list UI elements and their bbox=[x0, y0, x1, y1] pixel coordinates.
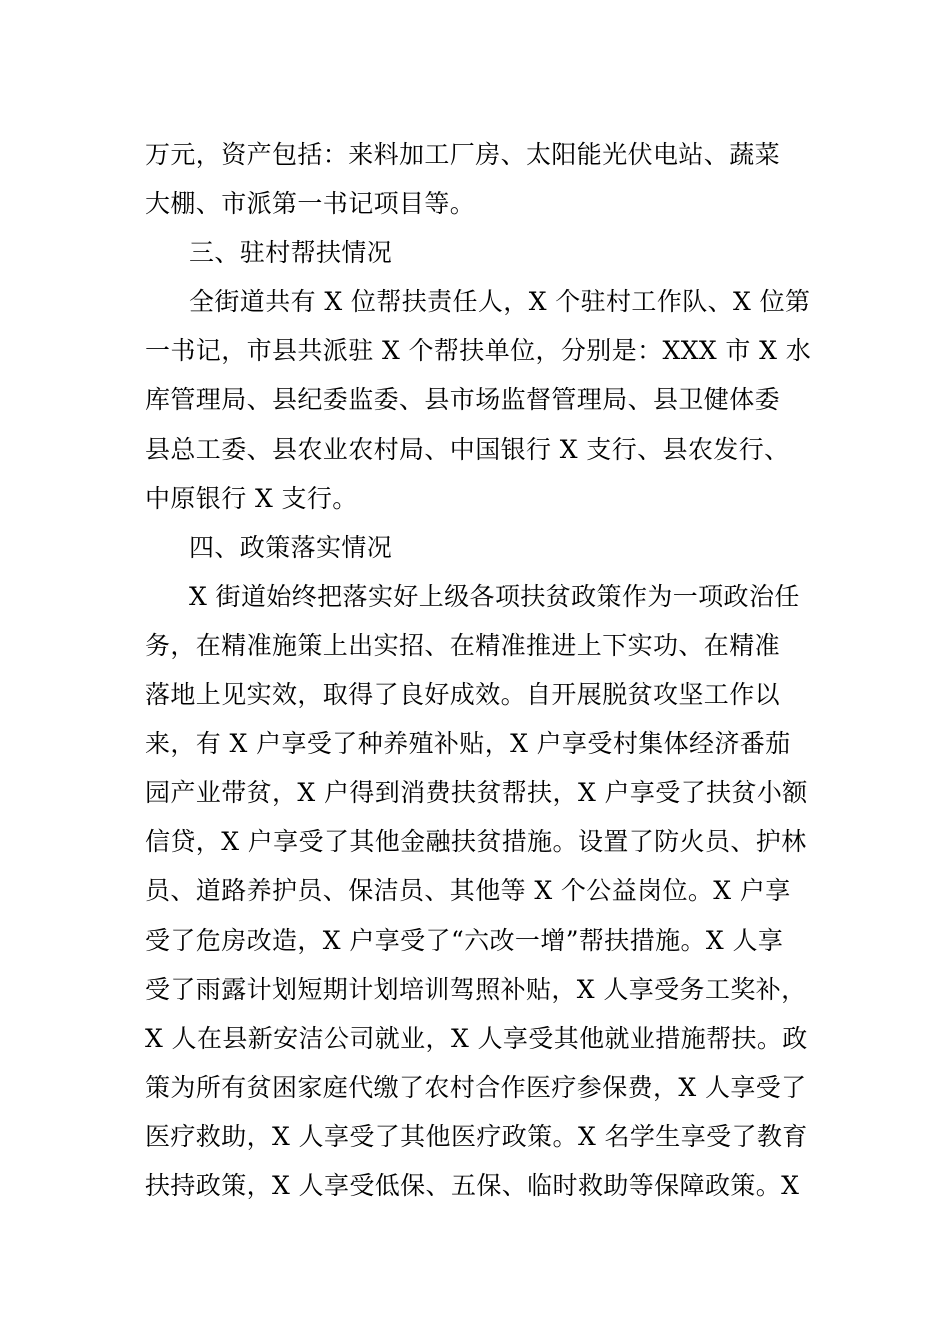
section-heading-4: 四、政策落实情况 bbox=[189, 532, 393, 562]
text-line: 一书记，市县共派驻 X 个帮扶单位，分别是：XXX 市 X 水 bbox=[145, 336, 812, 366]
text-line: 中原银行 X 支行。 bbox=[145, 483, 358, 513]
text-line: 策为所有贫困家庭代缴了农村合作医疗参保费，X 人享受了 bbox=[145, 1072, 807, 1102]
text-line: X 街道始终把落实好上级各项扶贫政策作为一项政治任 bbox=[189, 581, 800, 611]
text-line: 大棚、市派第一书记项目等。 bbox=[145, 189, 476, 219]
section-heading-3: 三、驻村帮扶情况 bbox=[189, 238, 393, 268]
text-line: 县总工委、县农业农村局、中国银行 X 支行、县农发行、 bbox=[145, 434, 790, 464]
text-line: 员、道路养护员、保洁员、其他等 X 个公益岗位。X 户享 bbox=[145, 876, 791, 906]
text-line: 扶持政策，X 人享受低保、五保、临时救助等保障政策。X bbox=[145, 1170, 800, 1200]
document-body bbox=[145, 130, 810, 1210]
text-line: 全街道共有 X 位帮扶责任人，X 个驻村工作队、X 位第 bbox=[189, 287, 811, 317]
text-line: 医疗救助，X 人享受了其他医疗政策。X 名学生享受了教育 bbox=[145, 1121, 808, 1151]
text-line: 受了雨露计划短期计划培训驾照补贴，X 人享受务工奖补， bbox=[145, 974, 807, 1004]
text-line: 库管理局、县纪委监委、县市场监督管理局、县卫健体委 bbox=[145, 385, 781, 415]
text-line: 受了危房改造，X 户享受了“六改一增”帮扶措施。X 人享 bbox=[145, 925, 784, 955]
text-line: 园产业带贫，X 户得到消费扶贫帮扶，X 户享受了扶贫小额 bbox=[145, 778, 808, 808]
text-line: 务，在精准施策上出实招、在精准推进上下实功、在精准 bbox=[145, 630, 781, 660]
text-line: 来，有 X 户享受了种养殖补贴，X 户享受村集体经济番茄 bbox=[145, 729, 791, 759]
text-line: 万元，资产包括：来料加工厂房、太阳能光伏电站、蔬菜 bbox=[145, 140, 781, 169]
text-line: 落地上见实效，取得了良好成效。自开展脱贫攻坚工作以 bbox=[145, 680, 781, 710]
text-line: 信贷，X 户享受了其他金融扶贫措施。设置了防火员、护林 bbox=[145, 827, 807, 857]
text-line: X 人在县新安洁公司就业，X 人享受其他就业措施帮扶。政 bbox=[145, 1023, 808, 1053]
